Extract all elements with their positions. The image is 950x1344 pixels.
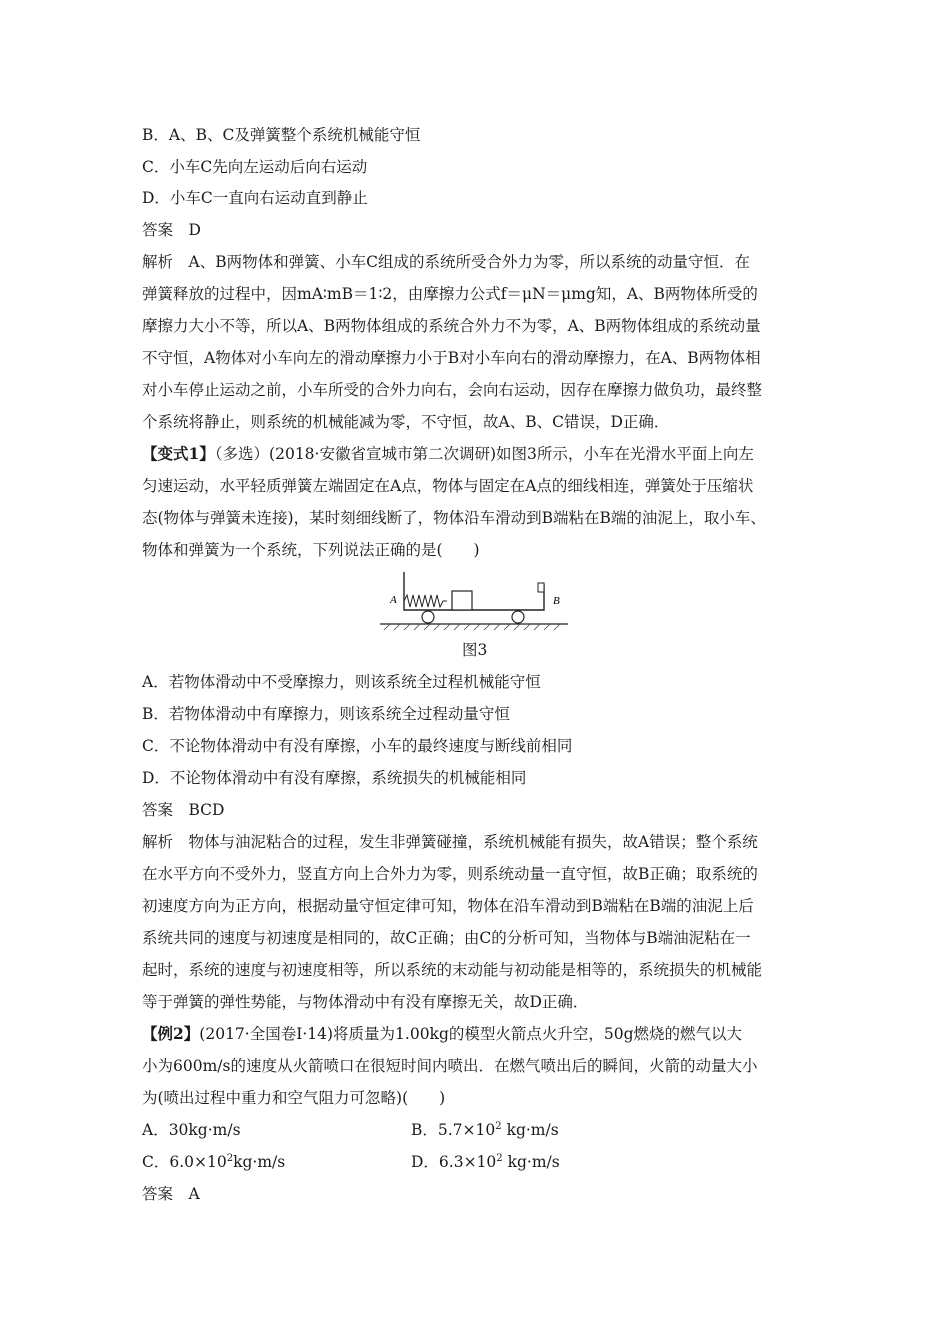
variant1-option-c: C．不论物体滑动中有没有摩擦，小车的最终速度与断线前相同	[142, 737, 573, 755]
variant1-analysis-line: 初速度方向为正方向，根据动量守恒定律可知，物体在沿车滑动到B端粘在B端的油泥上后	[142, 897, 754, 915]
q1-analysis-line: 解析 A、B两物体和弹簧、小车C组成的系统所受合外力为零，所以系统的动量守恒．在	[142, 253, 750, 271]
q1-analysis-line: 个系统将静止，则系统的机械能减为零，不守恒，故A、B、C错误，D正确．	[142, 413, 670, 431]
variant1-analysis-line: 系统共同的速度与初速度是相同的，故C正确；由C的分析可知，当物体与B端油泥粘在一	[142, 929, 751, 947]
variant1-option-a: A．若物体滑动中不受摩擦力，则该系统全过程机械能守恒	[142, 673, 541, 691]
variant1-option-b: B．若物体滑动中有摩擦力，则该系统全过程动量守恒	[142, 705, 510, 723]
variant1-analysis-line: 等于弹簧的弹性势能，与物体滑动中有没有摩擦无关，故D正确．	[142, 993, 589, 1011]
variant1-stem-line: 匀速运动，水平轻质弹簧左端固定在A点，物体与固定在A点的细线相连，弹簧处于压缩状	[142, 477, 754, 495]
sliding-block	[452, 591, 472, 610]
variant1-analysis-line: 解析 物体与油泥粘合的过程，发生非弹簧碰撞，系统机械能有损失，故A错误；整个系统	[142, 833, 758, 851]
compressed-spring	[404, 595, 447, 607]
example2-stem-line	[142, 1024, 822, 1044]
label-a: A	[390, 594, 397, 606]
example2-option-d: D．$6.3\times 10^2$ kg·m/s	[411, 1152, 560, 1171]
q1-option-d: D．小车C一直向右运动直到静止	[142, 189, 368, 207]
figure-caption: 图3	[462, 641, 488, 659]
variant1-answer: 答案 BCD	[142, 801, 225, 819]
ground-hatching	[384, 624, 560, 630]
example2-stem-line: 小为600m/s的速度从火箭喷口在很短时间内喷出．在燃气喷出后的瞬间，火箭的动量大小	[142, 1057, 758, 1075]
example2-stem-line: 为(喷出过程中重力和空气阻力可忽略)( )	[142, 1089, 446, 1107]
example2-tag: 【例2】	[142, 1024, 200, 1043]
q1-option-c: C．小车C先向左运动后向右运动	[142, 158, 368, 176]
example2-stem-text: (2017·全国卷Ⅰ·14)将质量为1.00kg的模型火箭点火升空，50g燃烧的燃气以大	[199, 1025, 743, 1043]
q1-analysis-line: 不守恒，A物体对小车向左的滑动摩擦力小于B对小车向右的滑动摩擦力，在A、B两物体相	[142, 349, 761, 367]
right-wheel	[512, 611, 524, 623]
q1-option-b: B．A、B、C及弹簧整个系统机械能守恒	[142, 126, 421, 144]
variant1-stem-line: 态(物体与弹簧未连接)，某时刻细线断了，物体沿车滑动到B端粘在B端的油泥上，取小车、	[142, 509, 766, 527]
variant1-stem-line	[142, 444, 822, 464]
cart-body	[404, 572, 544, 610]
variant1-stem-line: 物体和弹簧为一个系统，下列说法正确的是( )	[142, 541, 480, 559]
left-wheel	[422, 611, 434, 623]
variant1-stem-text: （多选）(2018·安徽省宣城市第二次调研)如图3所示，小车在光滑水平面上向左	[214, 445, 754, 463]
label-b: B	[553, 595, 560, 607]
q1-answer: 答案 D	[142, 221, 201, 239]
variant1-tag: 【变式1】	[142, 444, 215, 463]
variant1-analysis-line: 在水平方向不受外力，竖直方向上合外力为零，则系统动量一直守恒，故B正确；取系统的	[142, 865, 758, 883]
variant1-option-d: D．不论物体滑动中有没有摩擦，系统损失的机械能相同	[142, 769, 527, 787]
example2-option-c: C．$6.0\times 10^2kg\cdot m/s$	[142, 1152, 286, 1171]
q1-analysis-line: 对小车停止运动之前，小车所受的合外力向右，会向右运动，因存在摩擦力做负功，最终整	[142, 381, 763, 399]
q1-analysis-line: 摩擦力大小不等，所以A、B两物体组成的系统合外力不为零，A、B两物体组成的系统动量	[142, 317, 761, 335]
example2-answer: 答案 A	[142, 1185, 200, 1203]
variant1-analysis-line: 起时，系统的速度与初速度相等，所以系统的末动能与初动能是相等的，系统损失的机械能	[142, 961, 763, 979]
q1-analysis-line: 弹簧释放的过程中，因mA∶mB＝1∶2，由摩擦力公式f＝μN＝μmg知，A、B两物体所受的	[142, 285, 758, 303]
example2-option-b: B．$5.7\times 10^2$ kg·m/s	[411, 1120, 559, 1139]
putty-at-b	[538, 583, 544, 592]
example2-option-a: A．30kg·m/s	[142, 1121, 241, 1139]
figure-3-diagram	[376, 568, 572, 632]
